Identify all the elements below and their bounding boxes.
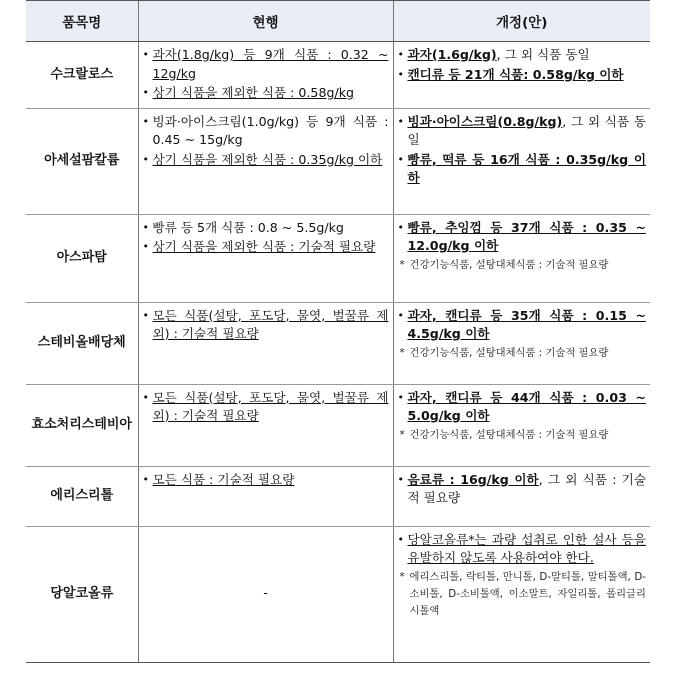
proposed-cell bbox=[393, 526, 650, 662]
row-name: 효소처리스테비아 bbox=[26, 384, 138, 466]
row-name: 당알코올류 bbox=[26, 526, 138, 662]
list-item: • 과자, 캔디류 등 35개 식품 : 0.15 ~ 4.5g/kg 이하 bbox=[397, 307, 646, 341]
list-item: • 과자, 캔디류 등 44개 식품 : 0.03 ~ 5.0g/kg 이하 bbox=[397, 389, 646, 423]
row-name: 수크랄로스 bbox=[26, 42, 138, 109]
list-item: • 상기 식품을 제외한 식품 : 0.35g/kg 이하 bbox=[142, 151, 383, 167]
proposed-cell bbox=[393, 108, 650, 214]
current-cell bbox=[138, 384, 393, 466]
table-row bbox=[26, 214, 650, 302]
current-cell bbox=[138, 108, 393, 214]
footnote: * 건강기능식품, 설탕대체식품 : 기술적 필요량 bbox=[399, 346, 609, 359]
list-item: • 모든 식품(설탕, 포도당, 물엿, 벌꿀류 제외) : 기술적 필요량 bbox=[142, 307, 389, 341]
table-row bbox=[26, 108, 650, 214]
footnote: * 건강기능식품, 설탕대체식품 : 기술적 필요량 bbox=[399, 428, 609, 441]
row-name: 에리스리톨 bbox=[26, 466, 138, 526]
list-item: • 상기 식품을 제외한 식품 : 기술적 필요량 bbox=[142, 239, 376, 254]
list-item: • 당알코올류*는 과량 섭취로 인한 설사 등을 유발하지 않도록 사용하여야 한다. bbox=[397, 531, 646, 565]
proposed-cell bbox=[393, 42, 650, 109]
list-item: • 모든 식품 : 기술적 필요량 bbox=[142, 471, 295, 487]
current-cell bbox=[138, 42, 393, 109]
current-cell bbox=[138, 466, 393, 526]
row-name: 아세설팜칼륨 bbox=[26, 108, 138, 214]
header-row bbox=[26, 1, 650, 42]
header-proposed: 개정(안) bbox=[393, 1, 650, 42]
header-current: 현행 bbox=[138, 1, 393, 42]
row-name: 아스파탐 bbox=[26, 214, 138, 302]
list-item: • 과자(1.8g/kg) 등 9개 식품 : 0.32 ~ 12g/kg bbox=[142, 47, 389, 81]
footnote: * 에리스리톨, 락티톨, 만니톨, D-말티톨, 말티톨액, D-소비톨, D-소비톨액, 이소말트, 자일리톨, 폴리글리시톨액 bbox=[399, 570, 646, 617]
list-item: • 빙과·아이스크림(0.8g/kg), 그 외 식품 동일 bbox=[397, 113, 646, 147]
current-cell bbox=[138, 302, 393, 384]
table-row bbox=[26, 466, 650, 526]
list-item: • 모든 식품(설탕, 포도당, 물엿, 벌꿀류 제외) : 기술적 필요량 bbox=[142, 389, 389, 423]
list-item: • 빵류 등 5개 식품 : 0.8 ~ 5.5g/kg bbox=[142, 219, 344, 235]
proposed-cell bbox=[393, 466, 650, 526]
current-cell bbox=[138, 214, 393, 302]
footnote: * 건강기능식품, 설탕대체식품 : 기술적 필요량 bbox=[399, 258, 609, 271]
list-item: • 음료류 : 16g/kg 이하, 그 외 식품 : 기술적 필요량 bbox=[397, 471, 646, 505]
current-cell: - bbox=[138, 526, 393, 662]
proposed-cell bbox=[393, 214, 650, 302]
header-item-name: 품목명 bbox=[26, 1, 138, 42]
table-row bbox=[26, 42, 650, 109]
proposed-cell bbox=[393, 302, 650, 384]
sweetener-standards-table bbox=[26, 0, 650, 663]
list-item: • 과자(1.6g/kg), 그 외 식품 동일 bbox=[397, 47, 590, 62]
list-item: • 빵류, 추잉껌 등 37개 식품 : 0.35 ~ 12.0g/kg 이하 bbox=[397, 219, 646, 253]
list-item: • 상기 식품을 제외한 식품 : 0.58g/kg bbox=[142, 85, 354, 100]
table-row bbox=[26, 302, 650, 384]
table-row bbox=[26, 526, 650, 662]
table-row bbox=[26, 384, 650, 466]
list-item: • 빙과·아이스크림(1.0g/kg) 등 9개 식품 : 0.45 ~ 15g/kg bbox=[142, 113, 389, 147]
row-name: 스테비올배당체 bbox=[26, 302, 138, 384]
proposed-cell bbox=[393, 384, 650, 466]
list-item: • 빵류, 떡류 등 16개 식품 : 0.35g/kg 이하 bbox=[397, 151, 646, 185]
list-item: • 캔디류 등 21개 식품: 0.58g/kg 이하 bbox=[397, 66, 624, 82]
